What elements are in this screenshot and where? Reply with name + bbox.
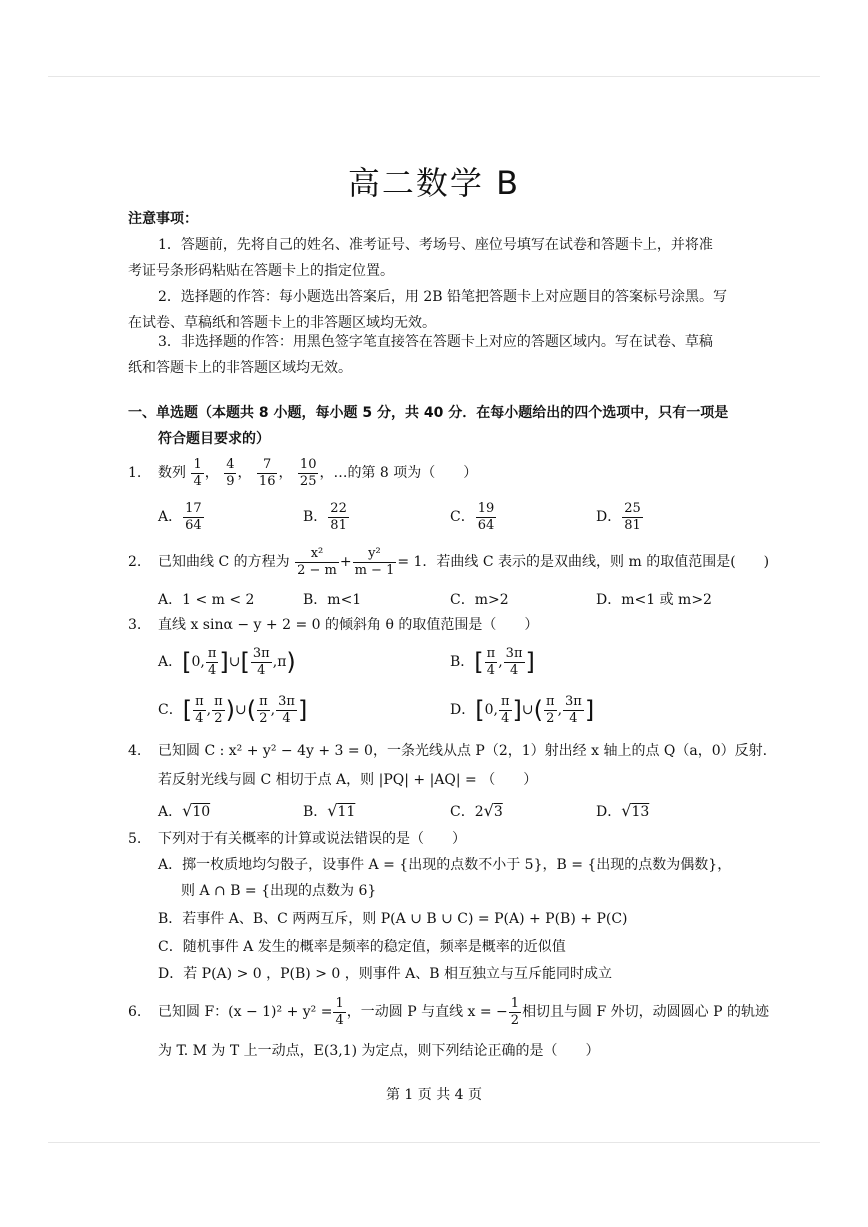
q4-stem-cont: 若反射光线与圆 C 相切于点 A，则 |PQ| + |AQ| = （ ） [158,772,538,788]
notice-item-3b: 纸和答题卡上的非答题区域均无效。 [128,360,352,376]
page-footer: 第 1 页 共 4 页 [385,1087,483,1103]
q4-option-b: B．√11 [303,801,356,820]
q5-option-a-cont: 则 A ∩ B = {出现的点数为 6} [181,883,377,899]
q4-option-d: D．√13 [596,801,650,820]
q1-fraction-2: $\frac{4}{9}$ [226,456,235,489]
section-heading: 一、单选题（本题共 8 小题，每小题 5 分，共 40 分．在每小题给出的四个选项中，只有一项是 [128,405,729,421]
q1: 1. 数列 $\frac{1}{4}$ ， $\frac{4}{9}$ ， $\frac{7}{16}$ ， $\frac{10}{25}$ ，…的第 8 项为（ ） [128,456,478,489]
bottom-rule [48,1142,820,1143]
q6-number: 6. [128,1004,142,1020]
notice-item-1b: 考证号条形码粘贴在答题卡上的指定位置。 [128,263,394,279]
q1-stem-end: ，…的第 8 项为（ ） [319,465,478,481]
q4-stem: 已知圆 C : x² + y² − 4y + 3 = 0，一条光线从点 P（2，1）射出经 x 轴上的点 Q（a，0）反射. [158,743,768,759]
q6 [128,995,769,1029]
q4 [128,742,767,760]
q4-option-c: C．2√3 [450,801,503,820]
q1-fraction-4: $\frac{10}{25}$ [299,456,317,489]
q2-option-c: C．m>2 [450,592,509,608]
notice-item-2a: 2．选择题的作答：每小题选出答案后，用 2B 铅笔把答题卡上对应题目的答案标号涂黑。写 [158,289,728,305]
notice-item-2b: 在试卷、草稿纸和答题卡上的非答题区域均无效。 [128,315,436,331]
q2-stem-end: = 1．若曲线 C 表示的是双曲线，则 m 的取值范围是( ) [397,554,770,570]
top-rule [48,76,820,77]
q3-option-b: B．[ $\frac{\pi}{4}$ , $\frac{3\pi}{4}$ ] [450,645,535,678]
q1-number: 1. [128,465,142,481]
q3 [128,616,538,634]
q6-stem: 已知圆 F：(x − 1)² + y² = [158,1004,333,1020]
q3-option-d: D．[0, $\frac{\pi}{4}$ ]∪( $\frac{\pi}{2}$ , $\frac{3\pi}{4}$ ] [450,693,595,726]
q5-number: 5. [128,831,142,847]
page-title: 高二数学 B [347,164,521,202]
q1-stem: 数列 [158,465,186,481]
q6-fraction-2: $\frac{1}{2}$ [510,995,520,1028]
q2-fraction-2: $\frac{\text{y²}}{m - 1}$ [354,545,395,578]
q6-fraction-1: $\frac{1}{4}$ [335,995,344,1028]
q6-stem-mid: ，一动圆 P 与直线 x = − [346,1004,508,1020]
q4-option-a: A．√10 [158,801,211,820]
q1-fraction-1: $\frac{1}{4}$ [193,456,202,489]
notice-item-3a: 3．非选择题的作答：用黑色签字笔直接答在答题卡上对应的答题区域内。写在试卷、草稿 [158,334,713,350]
q2-stem: 已知曲线 C 的方程为 [158,554,290,570]
q2-option-a: A．1 < m < 2 [158,592,255,608]
notice-item-1a: 1．答题前，先将自己的姓名、准考证号、考场号、座位号填写在试卷和答题卡上，并将准 [158,237,713,253]
q3-option-a: A．[0, $\frac{\pi}{4}$ ]∪[ $\frac{3\pi}{4}$ ,π) [158,645,296,678]
q2-option-d: D．m<1 或 m>2 [596,592,712,608]
q5-option-c: C．随机事件 A 发生的概率是频率的稳定值，频率是概率的近似值 [158,939,566,955]
q5-stem: 下列对于有关概率的计算或说法错误的是（ ） [158,831,466,847]
q5 [128,830,466,848]
notice-heading: 注意事项： [128,211,198,227]
q5-option-a: A．掷一枚质地均匀骰子，设事件 A = {出现的点数不小于 5}，B = {出现的点数为偶数}， [158,857,732,873]
q5-option-d: D．若 P(A) > 0 ，P(B) > 0 ，则事件 A、B 相互独立与互斥能同时成立 [158,966,613,982]
q1-option-d: D． $\frac{25}{81}$ [596,500,641,533]
q1-option-c: C． $\frac{19}{64}$ [450,500,495,533]
q2: 2. 已知曲线 C 的方程为 $\frac{\text{x²}}{2 - m}$ + $\frac{\text{y²}}{m - 1}$ = 1．若曲线 C 表示的是双曲线，则 m 的取值范围是( ) [128,545,770,578]
q5-option-b: B．若事件 A、B、C 两两互斥，则 P(A ∪ B ∪ C) = P(A) + P(B) + P(C) [158,911,628,927]
q6-stem-cont: 为 T. M 为 T 上一动点，E(3,1) 为定点，则下列结论正确的是（ ） [158,1043,600,1059]
section-heading-cont: 符合题目要求的） [158,431,270,447]
q1-fraction-3: $\frac{7}{16}$ [258,456,276,489]
q1-option-b: B． $\frac{22}{81}$ [303,500,347,533]
q3-number: 3. [128,617,142,633]
q2-option-b: B．m<1 [303,592,362,608]
q4-number: 4. [128,743,142,759]
q2-fraction-1: $\frac{\text{x²}}{2 - m}$ [297,545,337,578]
q3-option-c: C．[ $\frac{\pi}{4}$ , $\frac{\pi}{2}$ )∪( $\frac{\pi}{2}$ , $\frac{3\pi}{4}$ ] [158,693,308,726]
q3-stem: 直线 x sinα − y + 2 = 0 的倾斜角 θ 的取值范围是（ ） [158,617,539,633]
q2-number: 2. [128,554,142,570]
q6-stem-end: 相切且与圆 F 外切，动圆圆心 P 的轨迹 [522,1004,769,1020]
q1-option-a: A． $\frac{17}{64}$ [158,500,202,533]
